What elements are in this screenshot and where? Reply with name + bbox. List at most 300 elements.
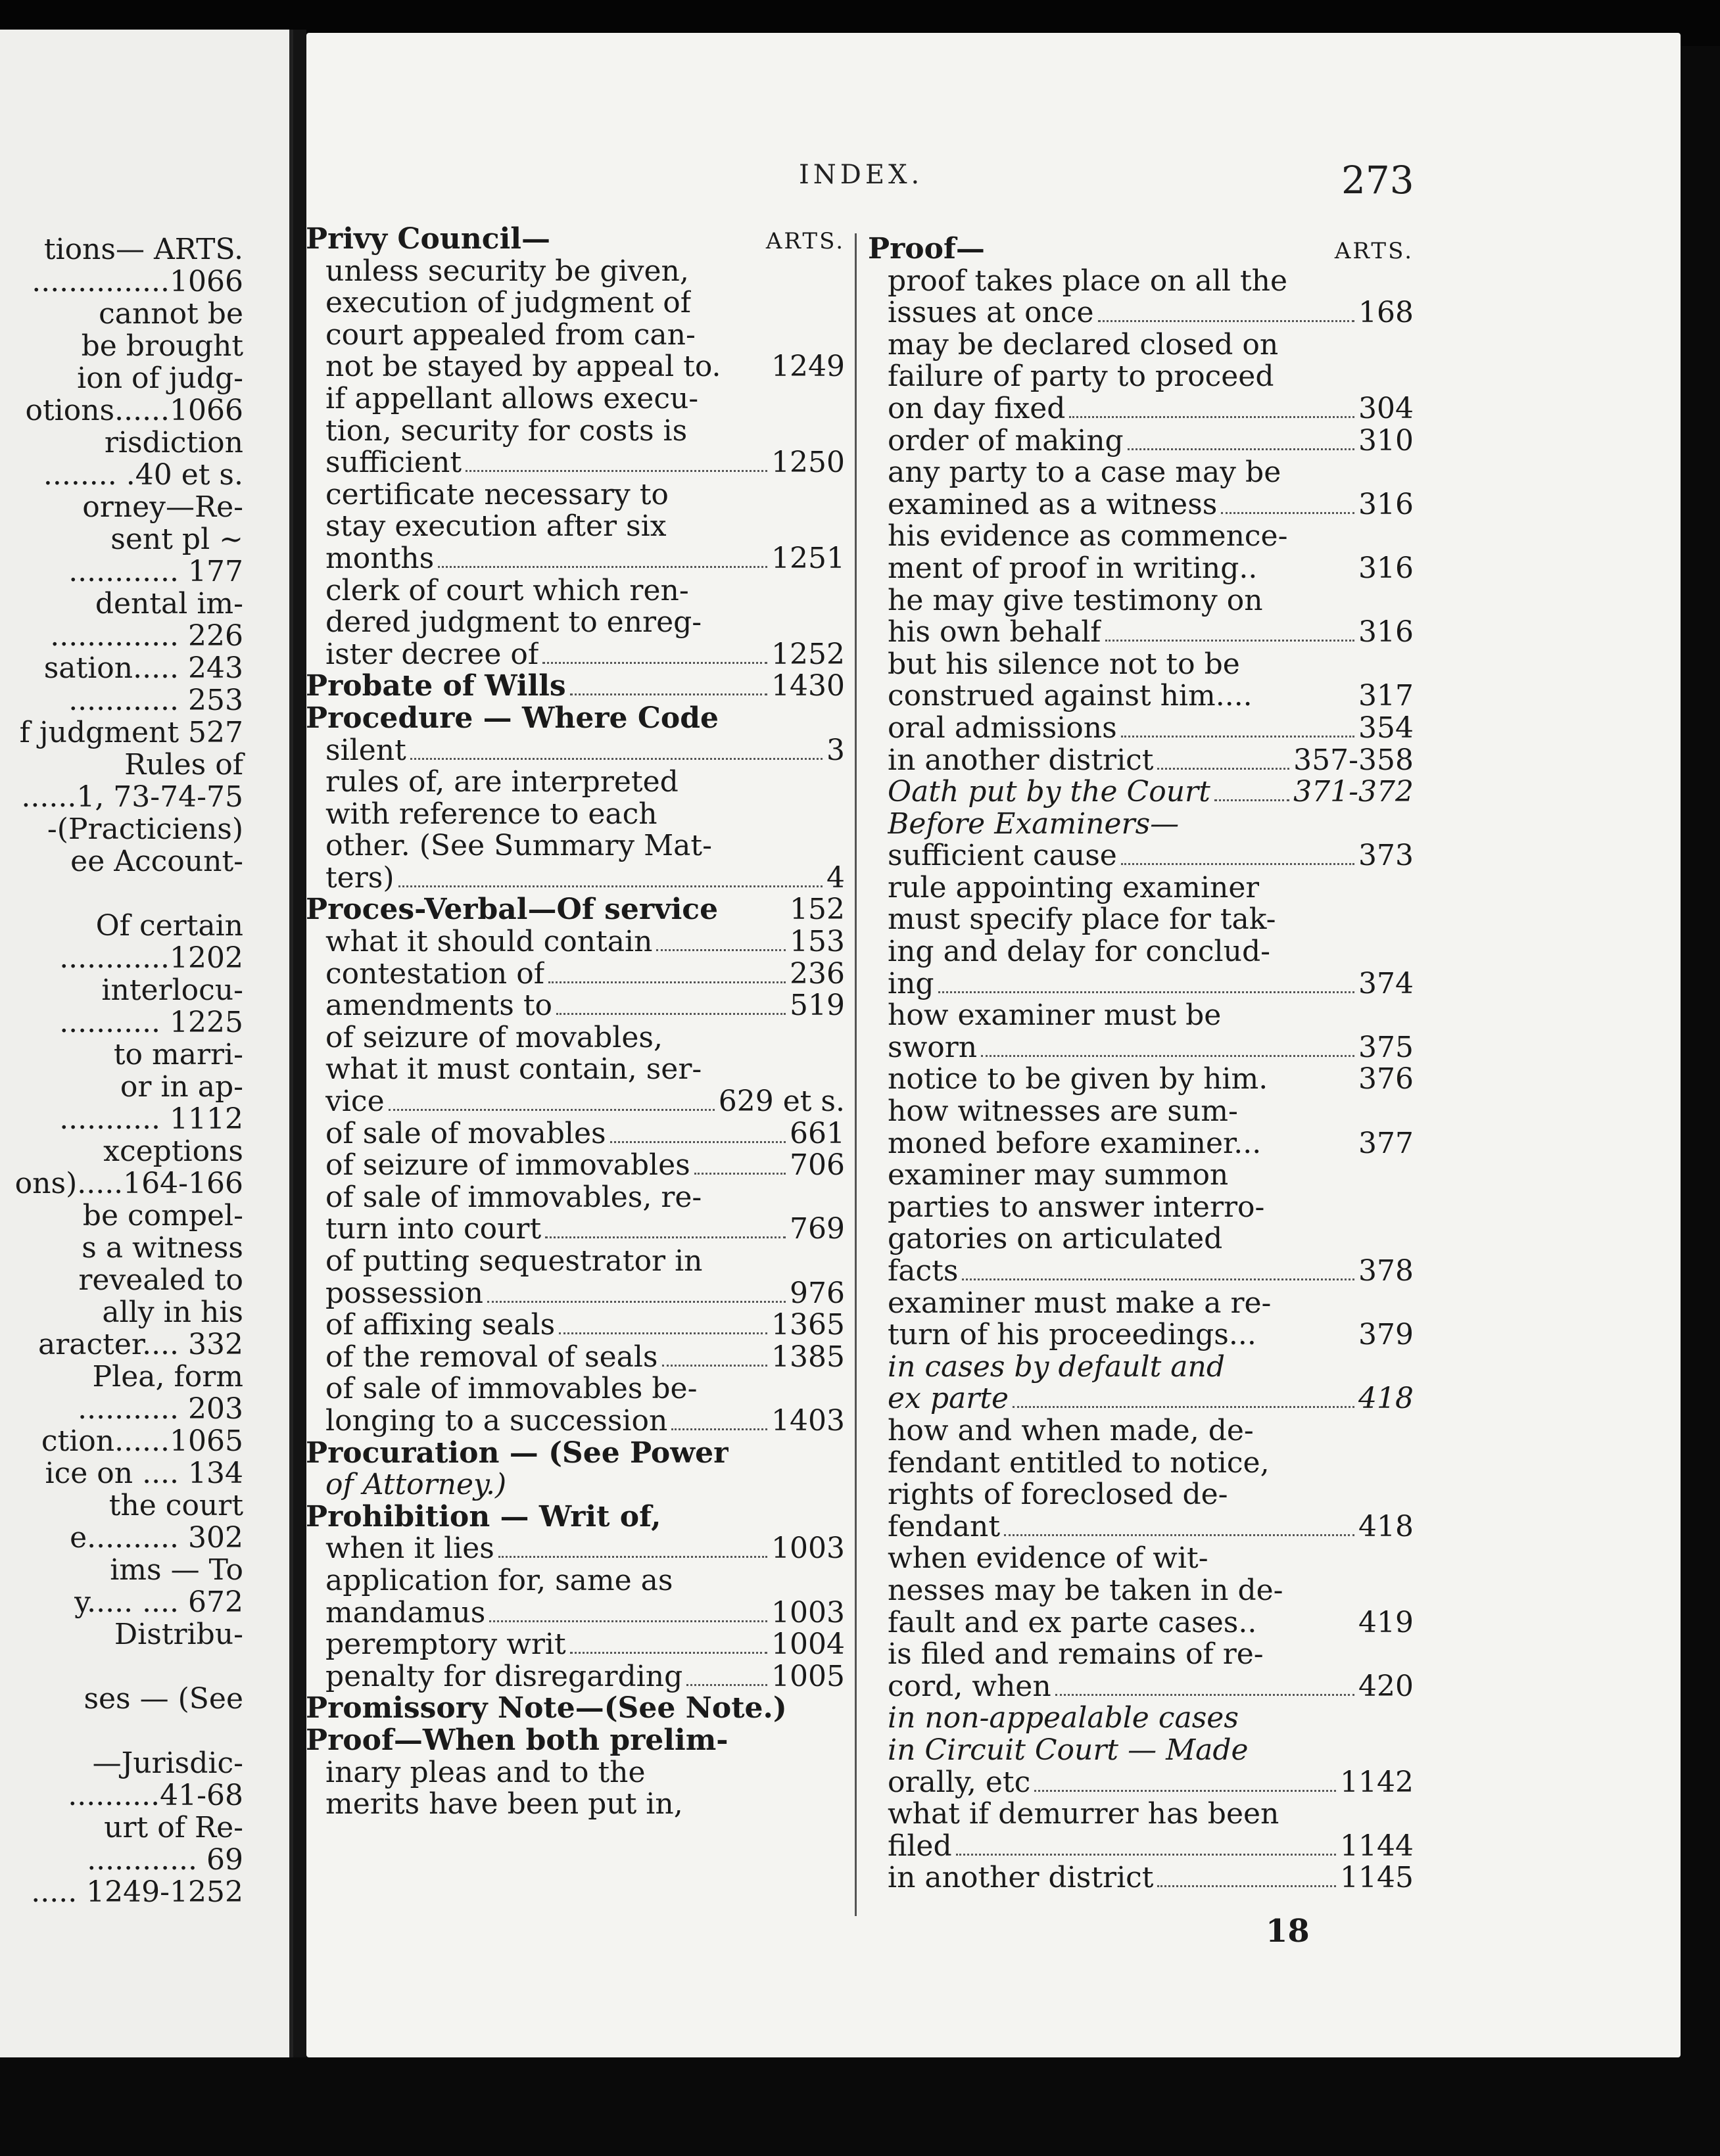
dot-leader — [548, 981, 786, 983]
article-reference: 419 — [1358, 1605, 1414, 1639]
dot-leader — [489, 1620, 767, 1622]
index-entry — [306, 575, 845, 607]
dot-leader — [686, 1684, 767, 1686]
index-heading — [306, 223, 845, 256]
entry-text: merits have been put in, — [325, 1789, 683, 1821]
index-entry — [868, 1447, 1414, 1480]
entry-text: not be stayed by appeal to. — [325, 351, 721, 383]
entry-text: in non-appealable cases — [888, 1702, 1239, 1735]
entry-text: moned before examiner... — [888, 1127, 1262, 1160]
entry-text: vice — [325, 1086, 385, 1118]
index-entry — [306, 607, 845, 639]
left-fragment-line: ally in his — [102, 1296, 243, 1328]
entry-text: how examiner must be — [888, 1000, 1222, 1032]
entry-text: order of making — [888, 425, 1124, 457]
entry-text: proof takes place on all the — [888, 265, 1288, 298]
entry-text: of the removal of seals — [325, 1341, 658, 1374]
index-entry — [306, 990, 845, 1022]
dot-leader — [559, 1332, 767, 1334]
dot-leader — [570, 1652, 767, 1654]
index-entry — [306, 862, 845, 895]
dot-leader — [1121, 863, 1354, 865]
entry-text: penalty for disregarding — [325, 1660, 683, 1693]
index-column-right — [868, 233, 1414, 1894]
article-reference: 4 — [826, 860, 845, 895]
entry-text: peremptory writ — [325, 1629, 566, 1661]
left-fragment-line: cannot be — [99, 298, 243, 330]
article-reference: 377 — [1358, 1126, 1414, 1160]
article-reference: 976 — [790, 1276, 845, 1310]
index-heading — [306, 1501, 845, 1534]
entry-text: of putting sequestrator in — [325, 1246, 703, 1278]
entry-text: in cases by default and — [888, 1351, 1226, 1384]
index-entry — [868, 776, 1414, 808]
entry-text: other. (See Summary Mat- — [325, 830, 712, 862]
article-reference: 316 — [1358, 487, 1414, 521]
index-entry — [868, 1862, 1414, 1894]
index-entry — [306, 1629, 845, 1661]
article-reference: 317 — [1358, 679, 1414, 713]
index-entry — [306, 383, 845, 415]
index-entry — [868, 1543, 1414, 1575]
index-entry — [868, 393, 1414, 425]
entry-text: of seizure of movables, — [325, 1021, 663, 1054]
left-fragment-line: ............ 69 — [87, 1844, 243, 1876]
dot-leader — [1214, 799, 1289, 801]
dot-leader — [938, 991, 1354, 993]
entry-text: failure of party to proceed — [888, 361, 1274, 393]
dot-leader — [1055, 1694, 1354, 1696]
left-fragment-line: xceptions — [103, 1135, 243, 1167]
left-fragment-line: ......1, 73-74-75 — [21, 781, 243, 813]
left-fragment-line: ims — To — [110, 1554, 243, 1586]
left-fragment-line: sent pl ~ — [110, 523, 243, 555]
dot-leader — [1013, 1406, 1354, 1408]
entry-text: sufficient — [325, 447, 462, 479]
article-reference: ARTS. — [1334, 238, 1414, 264]
index-entry — [306, 1182, 845, 1214]
entry-text: possession — [325, 1277, 483, 1310]
index-entry — [868, 904, 1414, 936]
entry-text: may be declared closed on — [888, 329, 1279, 362]
article-reference: 1144 — [1340, 1829, 1414, 1863]
article-reference: 1145 — [1340, 1861, 1414, 1895]
article-reference: 661 — [790, 1116, 845, 1150]
entry-text: unless security be given, — [325, 255, 689, 288]
dot-leader — [656, 949, 786, 951]
index-entry — [306, 287, 845, 319]
index-entry — [868, 425, 1414, 457]
index-heading — [306, 894, 845, 926]
entry-text: what it must contain, ser- — [325, 1054, 702, 1087]
article-reference: 304 — [1358, 391, 1414, 425]
dot-leader — [487, 1301, 786, 1303]
left-fragment-line: Rules of — [124, 749, 243, 781]
left-fragment-line: ..... 1249-1252 — [31, 1876, 243, 1908]
entry-text: of affixing seals — [325, 1309, 556, 1342]
entry-text: Proof—When both prelim- — [306, 1724, 729, 1757]
entry-text: stay execution after six — [325, 511, 667, 543]
index-entry — [306, 830, 845, 862]
entry-text: if appellant allows execu- — [325, 383, 699, 415]
left-fragment-line: Plea, form — [92, 1361, 243, 1393]
dot-leader — [498, 1556, 767, 1558]
index-entry — [868, 840, 1414, 872]
entry-text: ment of proof in writing.. — [888, 552, 1258, 585]
entry-text: Privy Council— — [306, 223, 551, 256]
index-entry — [306, 1342, 845, 1374]
page-number: 273 — [1341, 158, 1414, 202]
left-fragment-line: ............1202 — [59, 942, 243, 974]
index-heading — [868, 233, 1414, 266]
entry-text: Promissory Note—(See Note.) — [306, 1693, 787, 1725]
left-fragment-line: interlocu- — [101, 974, 243, 1006]
entry-text: turn into court — [325, 1213, 542, 1246]
entry-text: of seizure of immovables — [325, 1150, 690, 1182]
article-reference: 1142 — [1340, 1765, 1414, 1799]
index-entry — [306, 351, 845, 383]
index-entry — [306, 1150, 845, 1182]
index-entry — [306, 766, 845, 799]
entry-text: his own behalf — [888, 617, 1101, 649]
index-entry — [868, 1798, 1414, 1831]
index-entry — [868, 1255, 1414, 1288]
dot-leader — [438, 566, 767, 568]
dot-leader — [962, 1278, 1354, 1280]
article-reference: 1365 — [771, 1308, 845, 1342]
dot-leader — [410, 758, 823, 760]
entry-text: Probate of Wills — [306, 670, 566, 703]
dot-leader — [1034, 1790, 1336, 1792]
index-entry — [868, 1096, 1414, 1128]
entry-text: with reference to each — [325, 798, 657, 831]
left-fragment-line: the court — [108, 1489, 243, 1522]
left-fragment-line: ........... 1225 — [59, 1006, 243, 1039]
entry-text: ister decree of — [325, 638, 539, 671]
left-fragment-line — [0, 1651, 250, 1683]
index-entry — [306, 1789, 845, 1821]
entry-text: tion, security for costs is — [325, 415, 688, 448]
left-fragment-line: —Jurisdic- — [92, 1747, 243, 1779]
article-reference: 706 — [790, 1148, 845, 1183]
article-reference: 1251 — [771, 541, 845, 575]
entry-text: must specify place for tak- — [888, 904, 1276, 937]
index-heading — [306, 1725, 845, 1757]
index-entry — [868, 1128, 1414, 1160]
index-entry — [868, 1192, 1414, 1224]
entry-text: certificate necessary to — [325, 479, 669, 511]
index-entry — [868, 489, 1414, 521]
index-entry — [868, 872, 1414, 904]
entry-text: in another district — [888, 744, 1154, 777]
dot-leader — [466, 470, 767, 472]
dot-leader — [389, 1109, 715, 1111]
entry-text: months — [325, 542, 435, 575]
entry-text: Prohibition — Writ of, — [306, 1501, 661, 1534]
entry-text: Procedure — Where Code — [306, 702, 719, 735]
entry-text: notice to be given by him. — [888, 1064, 1268, 1096]
entry-text: Proces-Verbal—Of service — [306, 894, 719, 927]
entry-text: any party to a case may be — [888, 457, 1281, 489]
entry-text: how witnesses are sum- — [888, 1096, 1238, 1128]
entry-text: Procuration — (See Power — [306, 1437, 729, 1470]
left-fragment-line: f judgment 527 — [19, 716, 243, 749]
running-head: INDEX. — [799, 160, 924, 190]
index-entry — [868, 1511, 1414, 1543]
signature-mark: 18 — [1266, 1913, 1310, 1950]
entry-text: cord, when — [888, 1670, 1051, 1703]
dot-leader — [545, 1236, 786, 1238]
article-reference: 357-358 — [1293, 743, 1414, 777]
left-fragment-line: to marri- — [113, 1039, 243, 1071]
entry-text: rules of, are interpreted — [325, 766, 679, 799]
dot-leader — [1128, 448, 1354, 450]
entry-text: in Circuit Court — Made — [888, 1734, 1249, 1767]
entry-text: oral admissions — [888, 712, 1117, 745]
dot-leader — [1121, 736, 1354, 738]
entry-text: sworn — [888, 1031, 978, 1064]
index-entry — [868, 649, 1414, 681]
article-reference: 236 — [790, 956, 845, 991]
index-entry — [306, 1405, 845, 1438]
entry-text: inary pleas and to the — [325, 1756, 646, 1789]
left-fragment-line: revealed to — [78, 1264, 243, 1296]
dot-leader — [398, 885, 823, 887]
entry-text: of sale of immovables be- — [325, 1373, 698, 1405]
dot-leader — [671, 1428, 767, 1430]
left-fragment-line — [0, 878, 250, 910]
article-reference: ARTS. — [765, 228, 845, 254]
left-fragment-line: ction......1065 — [41, 1425, 243, 1457]
left-fragment-line: ........... 1112 — [59, 1103, 243, 1135]
index-entry — [868, 1575, 1414, 1607]
left-fragment-line: ............ 253 — [68, 684, 243, 716]
dot-leader — [542, 662, 767, 664]
left-fragment-line: ........ .40 et s. — [43, 459, 243, 491]
left-fragment-line: .............. 226 — [50, 620, 243, 652]
article-reference: 316 — [1358, 615, 1414, 649]
index-entry — [306, 1533, 845, 1565]
index-entry — [868, 1383, 1414, 1415]
index-entry — [868, 1000, 1414, 1032]
left-index-column — [0, 233, 250, 1908]
entry-text: when evidence of wit- — [888, 1543, 1208, 1575]
entry-text: examined as a witness — [888, 488, 1218, 521]
index-entry — [868, 968, 1414, 1000]
dot-leader — [610, 1141, 786, 1143]
dot-leader — [1221, 512, 1354, 514]
index-entry — [868, 1479, 1414, 1511]
article-reference: 519 — [790, 989, 845, 1023]
index-entry — [868, 1032, 1414, 1064]
index-entry — [306, 1597, 845, 1629]
index-heading — [306, 1693, 845, 1725]
entry-text: ing — [888, 968, 934, 1000]
left-fragment-line: s a witness — [82, 1232, 243, 1264]
entry-text: of sale of immovables, re- — [325, 1181, 702, 1214]
entry-text: fault and ex parte cases.. — [888, 1606, 1257, 1639]
index-entry — [868, 1767, 1414, 1799]
left-fragment-line: ion of judg- — [77, 362, 243, 394]
index-column-left — [306, 223, 845, 1821]
index-entry — [306, 735, 845, 767]
article-reference: 1004 — [771, 1628, 845, 1662]
entry-text: what if demurrer has been — [888, 1798, 1279, 1831]
left-fragment-line: Of certain — [95, 910, 243, 942]
entry-text: when it lies — [325, 1533, 494, 1565]
index-entry — [868, 297, 1414, 329]
article-reference: 769 — [790, 1212, 845, 1246]
article-reference: 629 et s. — [718, 1085, 845, 1119]
index-entry — [868, 266, 1414, 298]
entry-text: facts — [888, 1255, 959, 1288]
article-reference: 316 — [1358, 551, 1414, 585]
index-entry — [868, 1223, 1414, 1255]
article-reference: 152 — [790, 893, 845, 927]
left-fragment-line: ee Account- — [70, 845, 243, 878]
article-reference: 1250 — [771, 446, 845, 480]
index-entry — [868, 745, 1414, 777]
index-entry — [306, 479, 845, 511]
left-fragment-line: urt of Re- — [104, 1812, 243, 1844]
entry-text: issues at once — [888, 297, 1094, 329]
index-entry — [868, 521, 1414, 553]
dot-leader — [1004, 1534, 1354, 1536]
index-entry — [306, 1309, 845, 1342]
index-entry — [306, 543, 845, 575]
article-reference: 153 — [790, 925, 845, 959]
left-fragment-line: ..........41-68 — [68, 1779, 243, 1812]
left-fragment-line: orney—Re- — [82, 491, 243, 523]
entry-text: orally, etc — [888, 1766, 1031, 1799]
entry-text: is filed and remains of re- — [888, 1639, 1264, 1671]
index-heading — [306, 703, 845, 735]
index-entry — [306, 1661, 845, 1693]
index-entry — [868, 680, 1414, 713]
index-entry — [306, 1469, 845, 1501]
index-entry — [306, 1757, 845, 1789]
dot-leader — [1069, 416, 1354, 418]
article-reference: 418 — [1358, 1382, 1414, 1416]
index-entry — [306, 447, 845, 479]
index-entry — [306, 958, 845, 991]
article-reference: 418 — [1358, 1509, 1414, 1543]
index-entry — [306, 1054, 845, 1086]
left-fragment-line: ses — (See — [84, 1683, 243, 1715]
entry-text: nesses may be taken in de- — [888, 1574, 1283, 1607]
entry-text: turn of his proceedings... — [888, 1319, 1256, 1351]
article-reference: 375 — [1358, 1030, 1414, 1064]
index-entry — [868, 713, 1414, 745]
left-page-fragment — [0, 30, 293, 2107]
left-fragment-line: be brought — [81, 330, 243, 362]
entry-text: Proof— — [868, 233, 985, 266]
index-entry — [868, 1351, 1414, 1384]
entry-text: fendant entitled to notice, — [888, 1447, 1270, 1480]
index-entry — [868, 808, 1414, 841]
dot-leader — [662, 1365, 768, 1367]
article-reference: 1403 — [771, 1403, 845, 1438]
index-heading — [306, 1438, 845, 1470]
article-reference: 1249 — [771, 350, 845, 384]
entry-text: amendments to — [325, 990, 553, 1022]
scan-border-bottom — [0, 2057, 1720, 2156]
index-entry — [868, 1639, 1414, 1671]
left-fragment-line: Distribu- — [114, 1618, 243, 1651]
entry-text: Oath put by the Court — [888, 776, 1210, 808]
dot-leader — [981, 1055, 1354, 1057]
entry-text: in another district — [888, 1862, 1154, 1894]
left-fragment-line: tions— ARTS. — [43, 233, 243, 266]
dot-leader — [1157, 1885, 1336, 1887]
entry-text: ex parte — [888, 1383, 1009, 1415]
entry-text: ing and delay for conclud- — [888, 936, 1270, 968]
index-entry — [868, 617, 1414, 649]
index-entry — [306, 1278, 845, 1310]
left-fragment-line: aracter.... 332 — [38, 1328, 243, 1361]
index-entry — [306, 1246, 845, 1278]
article-reference: 420 — [1358, 1669, 1414, 1703]
index-entry — [868, 1831, 1414, 1863]
entry-text: examiner may summon — [888, 1160, 1229, 1192]
index-entry — [306, 256, 845, 288]
dot-leader — [1157, 768, 1289, 770]
article-reference: 1252 — [771, 637, 845, 671]
index-entry — [868, 553, 1414, 585]
index-entry — [306, 415, 845, 448]
index-entry — [868, 1319, 1414, 1351]
entry-text: examiner must make a re- — [888, 1287, 1272, 1320]
article-reference: 1003 — [771, 1595, 845, 1629]
article-reference: 371-372 — [1293, 775, 1414, 809]
index-entry — [868, 585, 1414, 617]
index-entry — [306, 926, 845, 958]
article-reference: 1385 — [771, 1340, 845, 1374]
entry-text: filed — [888, 1830, 952, 1863]
entry-text: mandamus — [325, 1597, 486, 1629]
article-reference: 1003 — [771, 1532, 845, 1566]
article-reference: 1430 — [771, 669, 845, 703]
entry-text: rule appointing examiner — [888, 872, 1260, 904]
dot-leader — [556, 1013, 786, 1015]
left-fragment-line: dental im- — [95, 588, 243, 620]
book-gutter — [293, 30, 306, 2107]
article-reference: 354 — [1358, 711, 1414, 745]
index-entry — [868, 1702, 1414, 1735]
index-entry — [868, 361, 1414, 393]
entry-text: contestation of — [325, 958, 545, 991]
left-fragment-line: risdiction — [104, 427, 243, 459]
left-fragment-line: otions......1066 — [25, 394, 243, 427]
left-fragment-line: ........... 203 — [78, 1393, 243, 1425]
entry-text: Before Examiners— — [888, 808, 1180, 841]
entry-text: longing to a succession — [325, 1405, 668, 1438]
left-fragment-line: ............ 177 — [68, 555, 243, 588]
left-fragment-line: ons).....164-166 — [14, 1167, 243, 1200]
article-reference: 3 — [826, 733, 845, 767]
dot-leader — [1105, 640, 1354, 642]
entry-text: but his silence not to be — [888, 648, 1240, 681]
entry-text: application for, same as — [325, 1564, 673, 1597]
left-fragment-line: -(Practiciens) — [47, 813, 243, 845]
index-entry — [306, 1022, 845, 1054]
entry-text: on day fixed — [888, 392, 1066, 425]
article-reference: 1005 — [771, 1659, 845, 1693]
article-reference: 378 — [1358, 1254, 1414, 1288]
index-entry — [306, 799, 845, 831]
article-reference: 168 — [1358, 296, 1414, 330]
entry-text: parties to answer interro- — [888, 1191, 1265, 1224]
